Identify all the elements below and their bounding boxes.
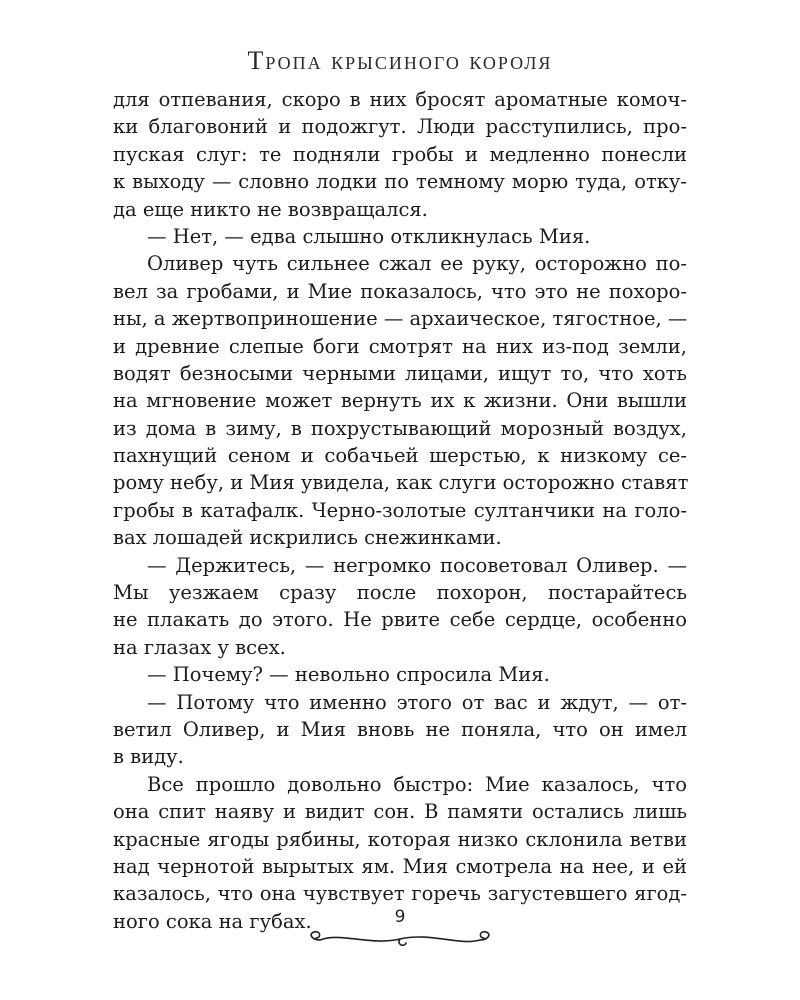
text-line: красные ягоды рябины, которая низко склонила ветви xyxy=(113,827,687,851)
text-line: из дома в зиму, в похрустывающий морозный воздух, xyxy=(113,416,687,440)
text-line: в виду. xyxy=(113,745,184,769)
text-line: ны, а жертвоприношение — архаическое, тягостное, — xyxy=(113,307,688,331)
text-line: ного сока на губах. xyxy=(113,909,312,933)
flourish-ornament-icon xyxy=(300,926,500,952)
text-line: Мы уезжаем сразу после похорон, постарайтесь xyxy=(113,581,687,605)
text-line: она спит наяву и видит сон. В памяти остались лишь xyxy=(113,800,687,824)
text-line: — Нет, — едва слышно откликнулась Мия. xyxy=(147,224,591,248)
text-line: пуская слуг: те подняли гробы и медленно понесли xyxy=(113,142,687,166)
page-number: 9 xyxy=(394,907,406,927)
text-line: ки благовоний и подожгут. Люди расступились, про- xyxy=(113,115,687,139)
text-line: — Почему? — невольно спросила Мия. xyxy=(147,663,550,687)
text-line: к выходу — словно лодки по темному морю туда, отку- xyxy=(113,170,687,194)
running-header-title: Тропа крысиного короля xyxy=(247,46,553,75)
text-line: казалось, что она чувствует горечь загустевшего ягод- xyxy=(113,882,687,906)
text-line: и древние слепые боги смотрят на них из-под земли, xyxy=(113,334,687,358)
body-text xyxy=(113,86,689,933)
text-line: над чернотой вырытых ям. Мия смотрела на нее, и ей xyxy=(113,854,687,878)
text-line: — Держитесь, — негромко посоветовал Оливер. — xyxy=(147,553,687,577)
text-line: да еще никто не возвращался. xyxy=(113,197,428,221)
text-line: Все прошло довольно быстро: Мие казалось, что xyxy=(147,772,687,796)
text-line: рому небу, и Мия увидела, как слуги осторожно ставят xyxy=(113,471,689,495)
text-line: ветил Оливер, и Мия вновь не поняла, что он имел xyxy=(113,717,687,741)
text-line: на глазах у всех. xyxy=(113,635,286,659)
text-line: Оливер чуть сильнее сжал ее руку, осторожно по- xyxy=(147,252,687,276)
text-line: гробы в катафалк. Черно-золотые султанчики на голо- xyxy=(113,498,687,522)
text-line: на мгновение может вернуть их к жизни. Они вышли xyxy=(113,389,687,413)
text-line: водят безносыми черными лицами, ищут то, что хоть xyxy=(113,361,687,385)
text-line: для отпевания, скоро в них бросят ароматные комоч- xyxy=(113,88,687,111)
text-line: вел за гробами, и Мие показалось, что это не похоро- xyxy=(113,279,687,303)
text-line: вах лошадей искрились снежинками. xyxy=(113,526,502,550)
text-line: пахнущий сеном и собачьей шерстью, к низкому се- xyxy=(113,444,687,468)
text-line: не плакать до этого. Не рвите себе сердце, особенно xyxy=(113,608,687,632)
text-line: — Потому что именно этого от вас и ждут, — от- xyxy=(147,690,687,714)
